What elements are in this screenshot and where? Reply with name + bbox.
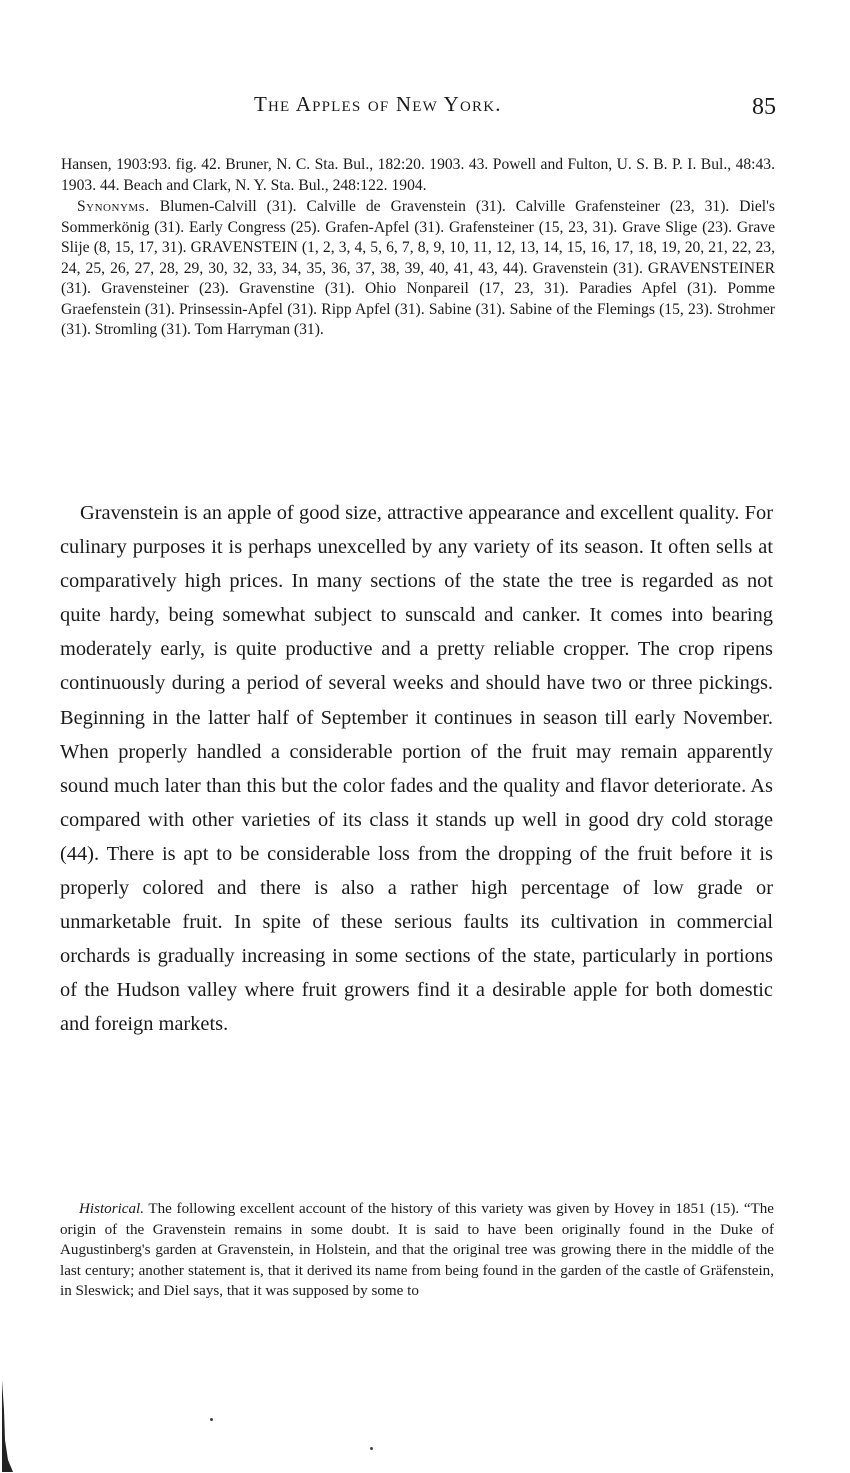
reference-citations: Hansen, 1903:93. fig. 42. Bruner, N. C. Sta. Bul., 182:20. 1903. 43. Powell and Fulton, U. S. B. P. I. Bul., 48:43. 1903. 44. Beach and Clark, N. Y. Sta. Bul., 248:122. 1904. (61, 156, 775, 194)
synonyms-label: Synonyms. (77, 198, 150, 215)
reference-block (61, 155, 775, 341)
page-number: 85 (752, 94, 776, 120)
dust-speck (370, 1447, 373, 1450)
historical-label: Historical. (79, 1201, 144, 1217)
synonyms-list: Blumen-Calvill (31). Calville de Gravenstein (31). Calville Grafensteiner (23, 31). Diel's Sommerkönig (31). Early Congress (25). Grafen-Apfel (31). Grafensteiner (15, 23, 31). Grave Slige (23). Grave Slije (8, 15, 17, 31). GRAVENSTEIN (1, 2, 3, 4, 5, 6, 7, 8, 9, 10, 11, 12, 13, 14, 15, 16, 17, 18, 19, 20, 21, 22, 23, 24, 25, 26, 27, 28, 29, 30, 32, 33, 34, 35, 36, 37, 38, 39, 40, 41, 43, 44). Gravenstein (31). GRAVENSTEINER (31). Gravensteiner (23). Gravenstine (31). Ohio Nonpareil (17, 23, 31). Paradies Apfel (31). Pomme Graefenstein (31). Prinsessin-Apfel (31). Ripp Apfel (31). Sabine (31). Sabine of the Flemings (15, 23). Strohmer (31). Stromling (31). Tom Harryman (31). (61, 198, 775, 338)
dust-speck (210, 1418, 213, 1421)
description-paragraph: Gravenstein is an apple of good size, attractive appearance and excellent quality. For culinary purposes it is perhaps unexcelled by any variety of its season. It often sells at comparatively high prices. In many sections of the state the tree is regarded as not quite hardy, being somewhat subject to sunscald and canker. It comes into bearing moderately early, is quite productive and a pretty reliable cropper. The crop ripens continuously during a period of several weeks and should have two or three pickings. Beginning in the latter half of September it continues in season till early November. When properly handled a considerable portion of the fruit may remain apparently sound much later than this but the color fades and the quality and flavor deteriorate. As compared with other varieties of its class it stands up well in good dry cold storage (44). There is apt to be considerable loss from the dropping of the fruit before it is properly colored and there is also a rather high percentage of low grade or unmarketable fruit. In spite of these serious faults its cultivation in commercial orchards is gradually increasing in some sections of the state, particularly in portions of the Hudson valley where fruit growers find it a desirable apple for both domestic and foreign markets. (60, 502, 773, 1036)
historical-text: The following excellent account of the history of this variety was given by Hovey in 1851 (15). “The origin of the Gravenstein remains in some doubt. It is said to have been originally found in the Duke of Augustinberg's garden at Gravenstein, in Holstein, and that the original tree was growing there in the middle of the last century; another statement is, that it derived its name from being found in the garden of the castle of Gräfenstein, in Sleswick; and Diel says, that it was supposed by some to (60, 1201, 774, 1300)
scan-edge-mark (0, 1380, 14, 1473)
running-title: The Apples of New York. (254, 92, 502, 116)
historical-paragraph (60, 1199, 774, 1302)
synonyms-paragraph (61, 197, 775, 341)
